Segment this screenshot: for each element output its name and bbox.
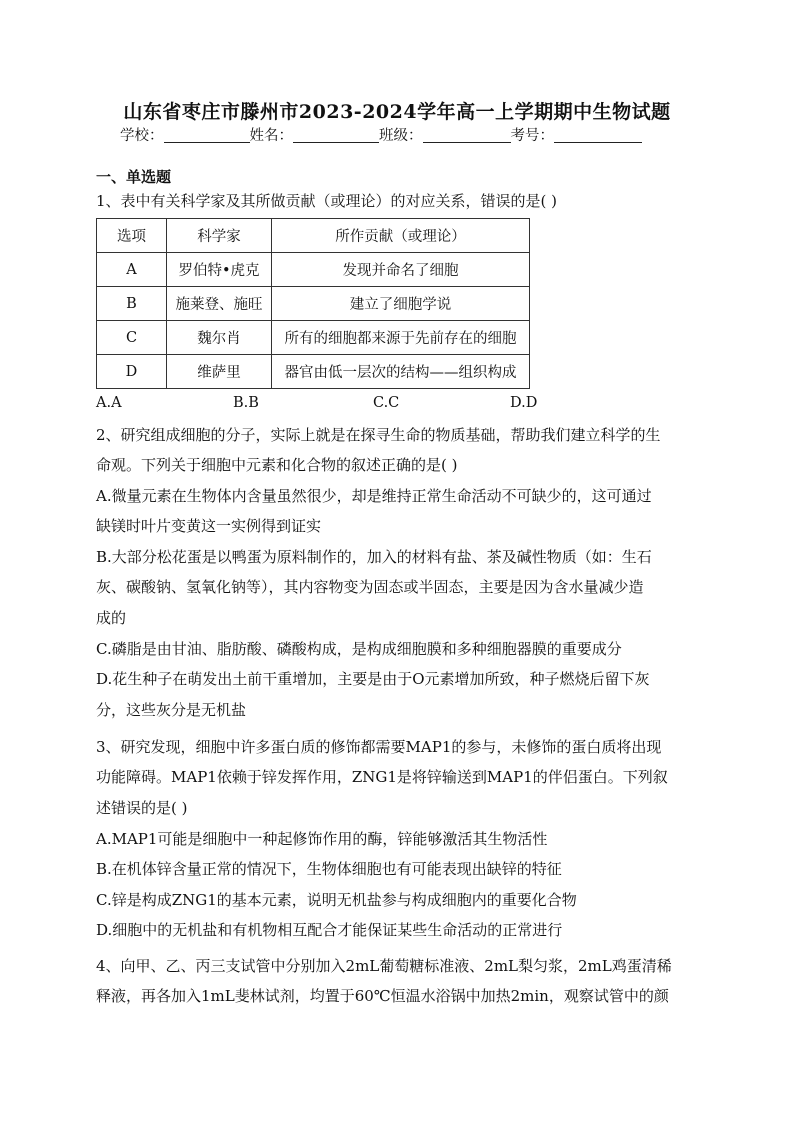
option-d: D.D bbox=[510, 395, 538, 411]
table-cell: 维萨里 bbox=[167, 355, 272, 389]
table-cell: D bbox=[97, 355, 167, 389]
class-blank bbox=[423, 126, 511, 143]
school-label: 学校： bbox=[120, 128, 164, 144]
q2-line: 成的 bbox=[96, 609, 127, 627]
table-header-cell: 所作贡献（或理论） bbox=[272, 219, 530, 253]
table-header-row bbox=[97, 219, 530, 253]
table-row bbox=[97, 253, 530, 287]
table-header-cell: 选项 bbox=[97, 219, 167, 253]
table-cell: B bbox=[97, 287, 167, 321]
table-cell: 施莱登、施旺 bbox=[167, 287, 272, 321]
class-label: 班级： bbox=[379, 128, 423, 144]
name-blank bbox=[293, 126, 379, 143]
q1-table bbox=[96, 218, 530, 389]
q3-line: 功能障碍。MAP1依赖于锌发挥作用，ZNG1是将锌输送到MAP1的伴侣蛋白。下列叙 bbox=[96, 768, 668, 786]
q3-line: A.MAP1可能是细胞中一种起修饰作用的酶，锌能够激活其生物活性 bbox=[96, 830, 548, 848]
q4-line: 4、向甲、乙、丙三支试管中分别加入2mL葡萄糖标准液、2mL梨匀浆，2mL鸡蛋清稀 bbox=[96, 957, 672, 975]
q2-line: 2、研究组成细胞的分子，实际上就是在探寻生命的物质基础，帮助我们建立科学的生 bbox=[96, 426, 661, 444]
table-cell: 建立了细胞学说 bbox=[272, 287, 530, 321]
q3-line: B.在机体锌含量正常的情况下，生物体细胞也有可能表现出缺锌的特征 bbox=[96, 860, 562, 878]
q2-line: 分，这些灰分是无机盐 bbox=[96, 701, 247, 719]
table-cell: 所有的细胞都来源于先前存在的细胞 bbox=[272, 321, 530, 355]
q2-line: A.微量元素在生物体内含量虽然很少，却是维持正常生命活动不可缺少的，这可通过 bbox=[96, 487, 652, 505]
q3-line: 3、研究发现，细胞中许多蛋白质的修饰都需要MAP1的参与，未修饰的蛋白质将出现 bbox=[96, 738, 662, 756]
q3-line: C.锌是构成ZNG1的基本元素，说明无机盐参与构成细胞内的重要化合物 bbox=[96, 891, 577, 909]
q2-line: C.磷脂是由甘油、脂肪酸、磷酸构成，是构成细胞膜和多种细胞器膜的重要成分 bbox=[96, 640, 622, 658]
table-header-cell: 科学家 bbox=[167, 219, 272, 253]
table-row bbox=[97, 287, 530, 321]
table-row bbox=[97, 355, 530, 389]
q3-line: D.细胞中的无机盐和有机物相互配合才能保证某些生命活动的正常进行 bbox=[96, 921, 563, 939]
table-row bbox=[97, 321, 530, 355]
q3-line: 述错误的是( ) bbox=[96, 799, 188, 817]
q2-line: B.大部分松花蛋是以鸭蛋为原料制作的，加入的材料有盐、茶及碱性物质（如：生石 bbox=[96, 548, 652, 566]
option-a: A.A bbox=[96, 395, 122, 411]
section-heading: 一、单选题 bbox=[96, 168, 172, 186]
q2-line: 灰、碳酸钠、氢氧化钠等），其内容物变为固态或半固态，主要是因为含水量减少造 bbox=[96, 578, 644, 596]
q2-line: 命观。下列关于细胞中元素和化合物的叙述正确的是( ) bbox=[96, 456, 458, 474]
table-cell: 罗伯特•虎克 bbox=[167, 253, 272, 287]
option-c: C.C bbox=[373, 395, 400, 411]
table-cell: 器官由低一层次的结构——组织构成 bbox=[272, 355, 530, 389]
option-b: B.B bbox=[233, 395, 259, 411]
q2-line: 缺镁时叶片变黄这一实例得到证实 bbox=[96, 517, 322, 535]
table-cell: 发现并命名了细胞 bbox=[272, 253, 530, 287]
exam-title: 山东省枣庄市滕州市2023-2024学年高一上学期期中生物试题 bbox=[123, 101, 671, 123]
q2-line: D.花生种子在萌发出土前干重增加，主要是由于O元素增加所致，种子燃烧后留下灰 bbox=[96, 670, 650, 688]
q4-line: 释液，再各加入1mL斐林试剂，均置于60℃恒温水浴锅中加热2min，观察试管中的颜 bbox=[96, 987, 669, 1005]
name-label: 姓名： bbox=[249, 128, 293, 144]
q1-stem: 1、表中有关科学家及其所做贡献（或理论）的对应关系，错误的是( ) bbox=[96, 192, 558, 210]
school-blank bbox=[164, 126, 250, 143]
exam-number-blank bbox=[554, 126, 642, 143]
table-cell: 魏尔肖 bbox=[167, 321, 272, 355]
student-info-line bbox=[120, 124, 642, 145]
table-cell: A bbox=[97, 253, 167, 287]
table-cell: C bbox=[97, 321, 167, 355]
exam-number-label: 考号： bbox=[510, 128, 554, 144]
